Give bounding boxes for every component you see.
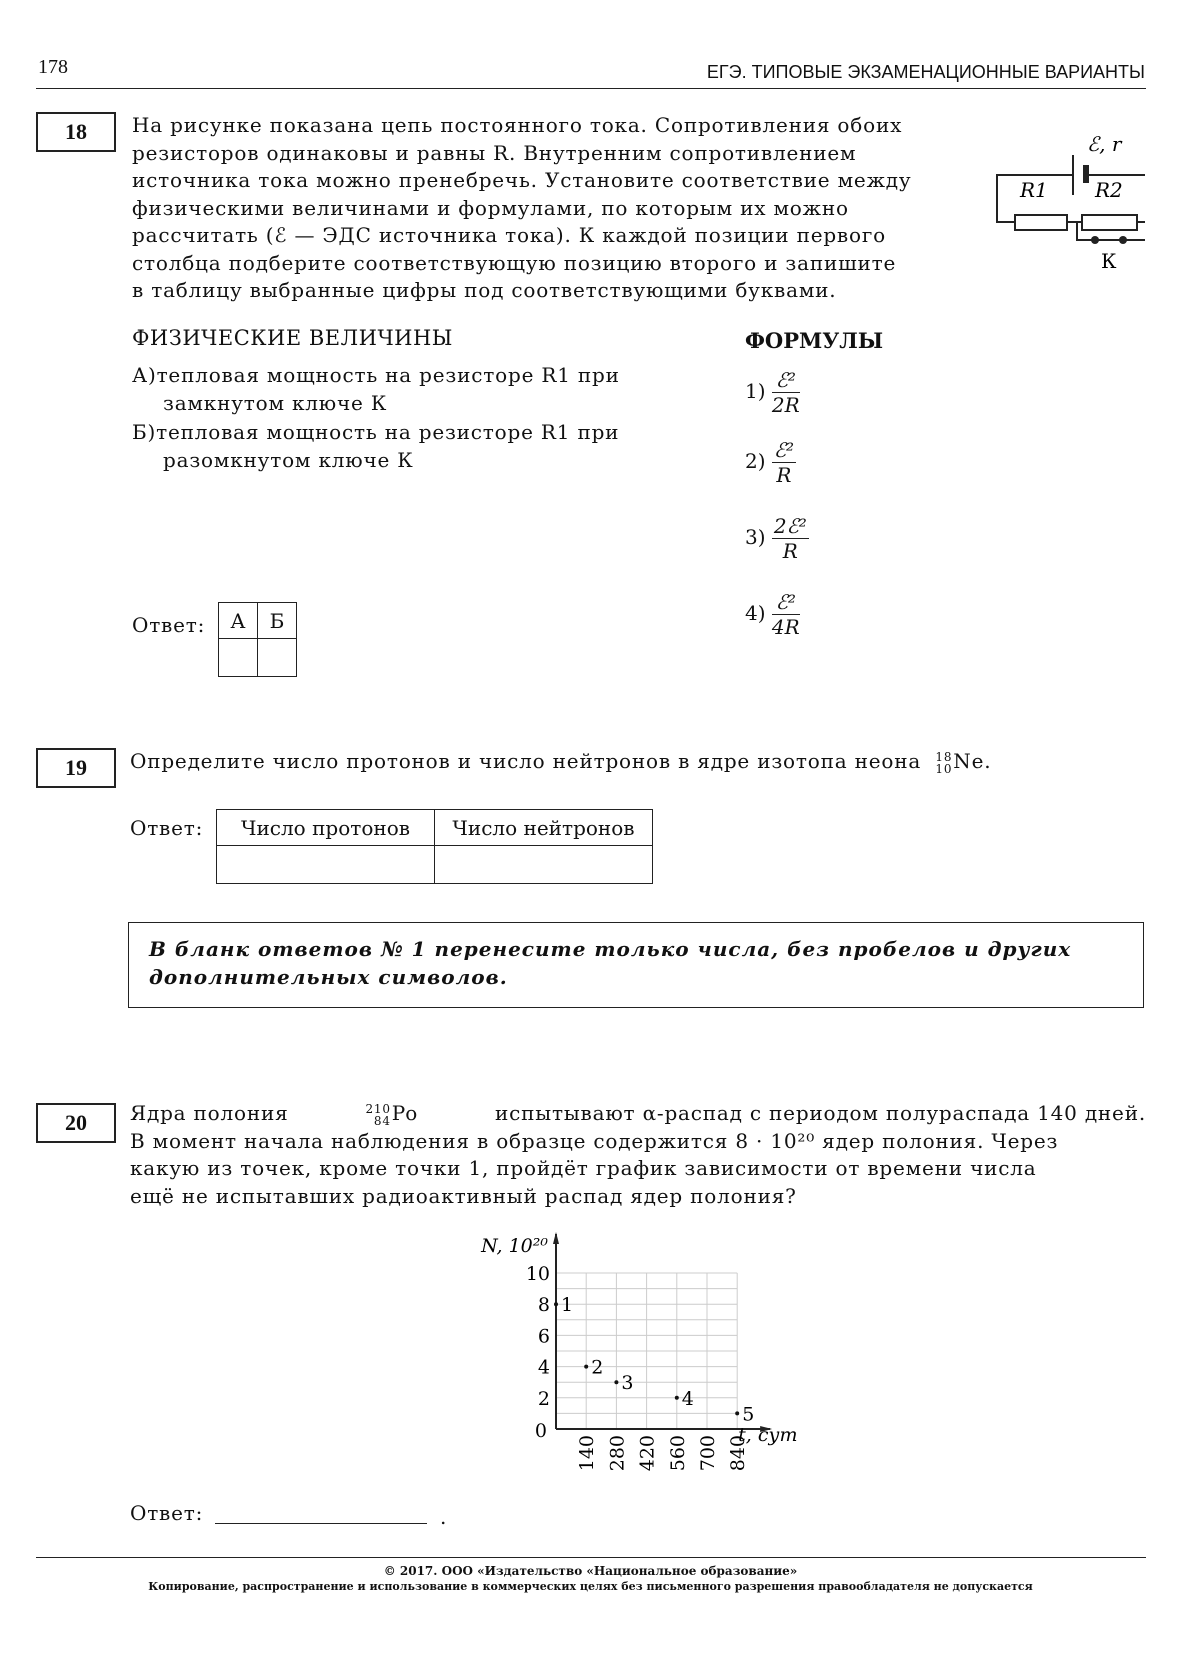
key-contact bbox=[1091, 236, 1099, 244]
formula-1 bbox=[745, 368, 800, 417]
x-tick-label: 560 bbox=[666, 1435, 689, 1472]
text-line: физическими величинами и формулами, по которым их можно bbox=[132, 195, 849, 220]
q19-answer-table bbox=[216, 809, 653, 884]
x-tick-label: 420 bbox=[636, 1435, 659, 1472]
text-line: источника тока можно пренебречь. Установите соответствие между bbox=[132, 168, 912, 192]
formula-number: 3) bbox=[745, 525, 766, 549]
running-title: ЕГЭ. ТИПОВЫЕ ЭКЗАМЕНАЦИОННЫЕ ВАРИАНТЫ bbox=[706, 62, 1145, 82]
item-letter: Б) bbox=[132, 420, 157, 444]
formula-3 bbox=[745, 514, 809, 563]
question-text: Определите число протонов и число нейтронов в ядре изотопа неона bbox=[130, 749, 922, 773]
text-line: На рисунке показана цепь постоянного тока. Сопротивления обоих bbox=[132, 113, 903, 137]
formula-number: 2) bbox=[745, 449, 766, 473]
text-line: рассчитать (ℰ — ЭДС источника тока). К каждой позиции первого bbox=[132, 223, 886, 247]
col1-heading: ФИЗИЧЕСКИЕ ВЕЛИЧИНЫ bbox=[132, 326, 453, 350]
text-line: столбца подберите соответствующую позицию второго и запишите bbox=[132, 250, 897, 275]
item-letter: А) bbox=[132, 363, 157, 387]
col2-heading: ФОРМУЛЫ bbox=[745, 328, 884, 353]
footer-notice: Копирование, распространение и использование в коммерческих целях без письменного разрешения правообладателя не допускается bbox=[148, 1580, 1033, 1593]
notice-box bbox=[128, 922, 1144, 1008]
q19-answer-label: Ответ: bbox=[130, 816, 204, 840]
y-tick-label: 6 bbox=[537, 1325, 550, 1348]
text-line: В момент начала наблюдения в образце содержится 8 · 10²⁰ ядер полония. Через bbox=[130, 1128, 1059, 1153]
denominator: R bbox=[782, 539, 798, 563]
point-label: 4 bbox=[681, 1387, 694, 1410]
item-text: замкнутом ключе К bbox=[163, 390, 388, 415]
r1-label: R1 bbox=[1020, 178, 1048, 202]
question-number-19: 19 bbox=[36, 748, 116, 788]
numerator: 2ℰ² bbox=[773, 514, 807, 538]
period: . bbox=[440, 1505, 447, 1529]
footer-rule bbox=[36, 1557, 1146, 1558]
q20-answer-line[interactable] bbox=[215, 1523, 427, 1524]
isotope-numbers bbox=[935, 751, 952, 775]
y-tick-label: 10 bbox=[525, 1263, 550, 1285]
isotope-numbers bbox=[365, 1103, 390, 1127]
numerator: ℰ² bbox=[773, 438, 795, 462]
charge-number: 10 bbox=[935, 761, 953, 776]
header-rule bbox=[36, 88, 1146, 89]
numerator: ℰ² bbox=[772, 368, 800, 393]
data-point bbox=[584, 1365, 588, 1369]
numerator: ℰ² bbox=[772, 590, 800, 615]
question-number-18: 18 bbox=[36, 112, 116, 152]
answer-col-header: Число нейтронов bbox=[435, 810, 653, 846]
answer-col-header: Число протонов bbox=[217, 810, 435, 846]
q20-answer-label: Ответ: bbox=[130, 1501, 204, 1525]
item-text: разомкнутом ключе К bbox=[163, 447, 414, 472]
q18-text bbox=[132, 112, 962, 305]
question-number-20: 20 bbox=[36, 1103, 116, 1143]
item-text: тепловая мощность на резисторе R1 при bbox=[156, 363, 620, 387]
circuit-diagram bbox=[985, 125, 1145, 275]
element-symbol: Po bbox=[391, 1101, 419, 1125]
text-part: Ядра полония bbox=[130, 1101, 289, 1125]
decay-chart bbox=[440, 1230, 820, 1480]
formula-2 bbox=[745, 438, 796, 487]
key-contact bbox=[1119, 236, 1127, 244]
x-axis-label: t, сут bbox=[738, 1424, 798, 1446]
footer-copyright: © 2017. ООО «Издательство «Национальное образование» bbox=[383, 1564, 798, 1578]
data-point bbox=[675, 1396, 679, 1400]
q19-text: Определите число протонов и число нейтронов в ядре изотопа неона 18 10 Ne. bbox=[130, 749, 992, 776]
page-number: 178 bbox=[38, 56, 68, 78]
answer-cell-protons[interactable] bbox=[217, 846, 435, 884]
q18-answer-label: Ответ: bbox=[132, 613, 206, 637]
denominator: 2R bbox=[771, 393, 800, 417]
denominator: R bbox=[776, 463, 792, 487]
answer-cell-neutrons[interactable] bbox=[435, 846, 653, 884]
x-tick-label: 140 bbox=[576, 1435, 599, 1472]
item-text: тепловая мощность на резисторе R1 при bbox=[156, 420, 620, 444]
y-tick-label: 4 bbox=[537, 1356, 550, 1379]
answer-cell-a[interactable] bbox=[219, 639, 258, 677]
x-tick-label: 840 bbox=[727, 1435, 750, 1472]
x-tick-label: 700 bbox=[697, 1435, 719, 1472]
point-label: 3 bbox=[621, 1372, 634, 1395]
y-tick-label: 8 bbox=[537, 1294, 550, 1317]
point-label: 2 bbox=[591, 1356, 604, 1379]
item-b bbox=[132, 419, 672, 474]
mass-number: 18 bbox=[935, 749, 953, 764]
text-line: какую из точек, кроме точки 1, пройдёт график зависимости от времени числа bbox=[130, 1156, 1037, 1180]
formula-number: 4) bbox=[745, 601, 766, 625]
origin-label: 0 bbox=[534, 1420, 547, 1442]
answer-cell-b[interactable] bbox=[258, 639, 297, 677]
q18-answer-table bbox=[218, 602, 297, 677]
x-tick-label: 280 bbox=[606, 1435, 629, 1472]
formula-4 bbox=[745, 590, 800, 639]
point-label: 1 bbox=[561, 1294, 574, 1317]
formula-number: 1) bbox=[745, 379, 766, 403]
source-label: ℰ, r bbox=[1087, 132, 1122, 156]
y-axis-label: N, 10²⁰ bbox=[481, 1235, 548, 1257]
data-point bbox=[614, 1380, 618, 1384]
denominator: 4R bbox=[771, 615, 800, 639]
text-line: ещё не испытавших радиоактивный распад ядер полония? bbox=[130, 1183, 797, 1208]
notice-line: дополнительных символов. bbox=[149, 965, 508, 989]
data-point bbox=[735, 1411, 739, 1415]
point-label: 5 bbox=[742, 1403, 755, 1426]
text-part: испытывают α-распад с периодом полураспада 140 дней. bbox=[495, 1101, 1146, 1125]
y-axis-arrow bbox=[553, 1232, 559, 1244]
notice-line: В бланк ответов № 1 перенесите только числа, без пробелов и других bbox=[149, 937, 1072, 961]
item-a bbox=[132, 362, 672, 417]
answer-col-header: А bbox=[219, 603, 258, 639]
y-tick-label: 2 bbox=[537, 1387, 550, 1410]
charge-number: 84 bbox=[373, 1113, 391, 1128]
r2-label: R2 bbox=[1095, 178, 1123, 202]
text-line: резисторов одинаковы и равны R. Внутренним сопротивлением bbox=[132, 140, 857, 165]
q20-text bbox=[130, 1100, 1146, 1210]
data-point bbox=[554, 1302, 558, 1306]
text-line: в таблицу выбранные цифры под соответствующими буквами. bbox=[132, 278, 837, 302]
key-label: К bbox=[1101, 249, 1117, 273]
answer-col-header: Б bbox=[258, 603, 297, 639]
element-symbol: Ne bbox=[953, 749, 985, 773]
mass-number: 210 bbox=[365, 1101, 391, 1116]
